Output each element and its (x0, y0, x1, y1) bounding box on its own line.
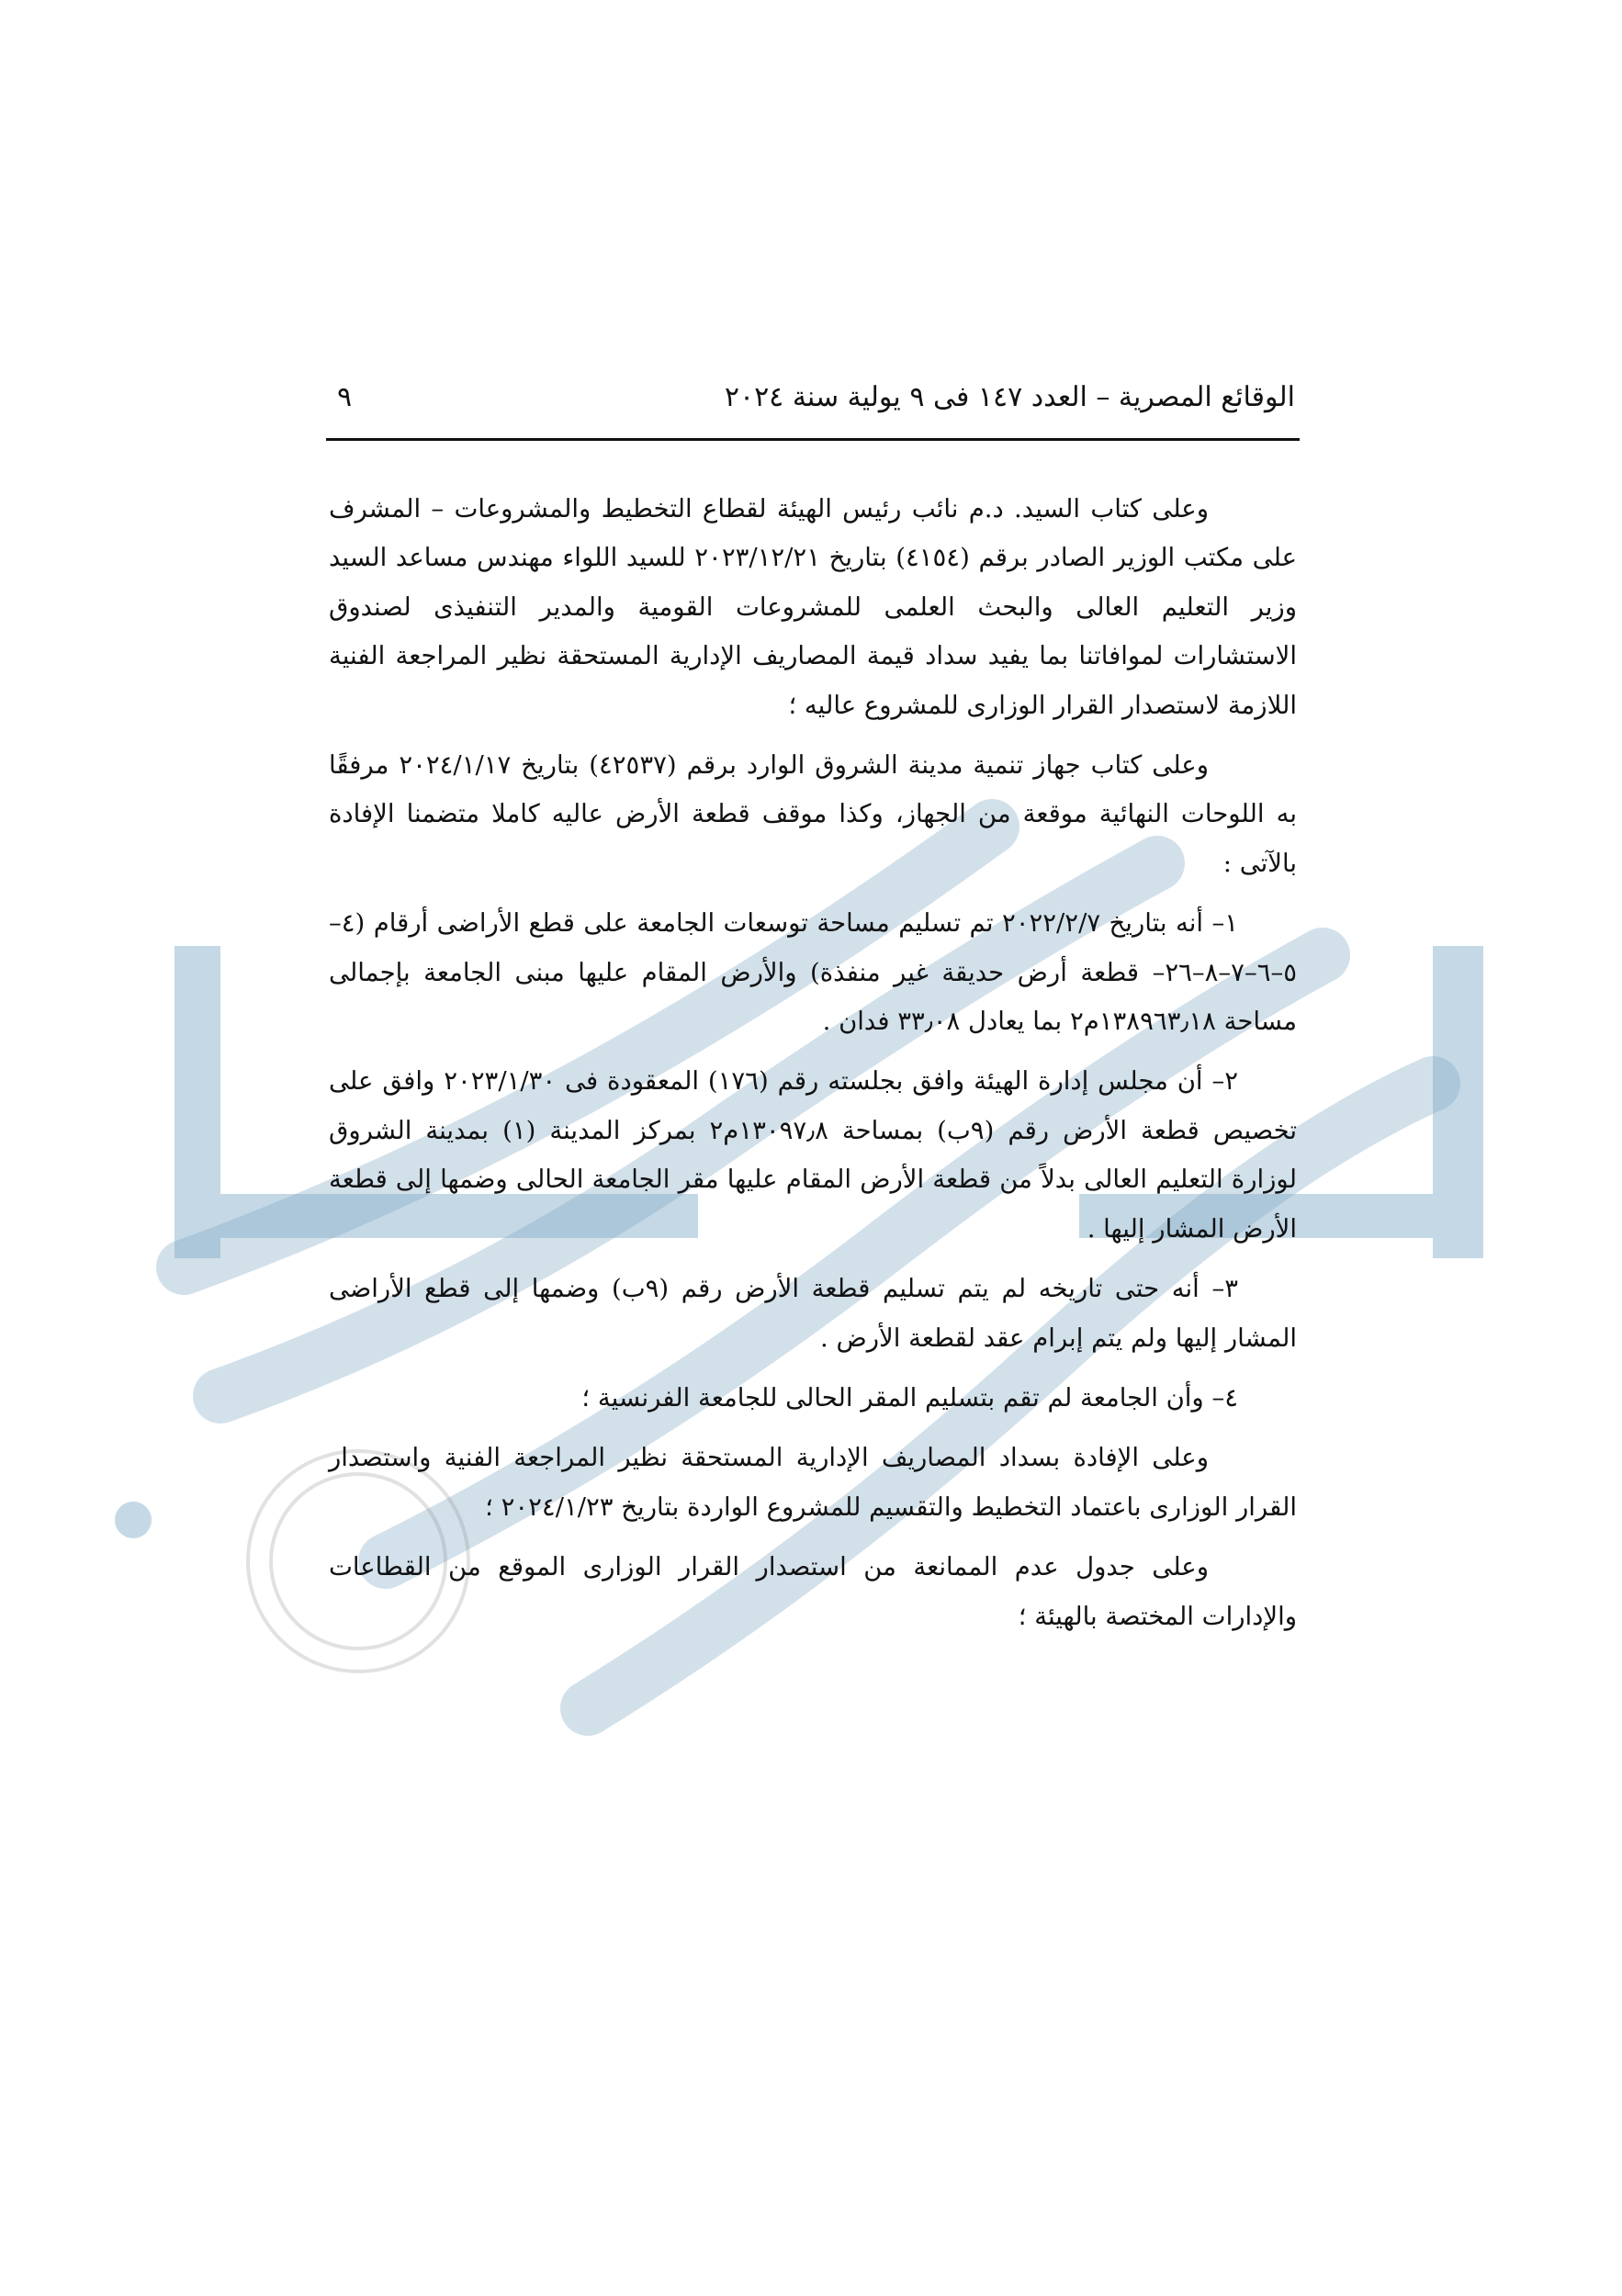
page-number: ٩ (336, 381, 353, 413)
list-item-3: ٣– أنه حتى تاريخه لم يتم تسليم قطعة الأرض رقم (٩ب) وضمها إلى قطع الأراضى المشار إليها ولم يتم إبرام عقد لقطعة الأرض . (329, 1274, 1297, 1353)
page-header (331, 375, 1295, 430)
document-body (329, 485, 1297, 1652)
watermark-dot (115, 1502, 152, 1538)
paragraph-no-objection-table: وعلى جدول عدم الممانعة من استصدار القرار الوزارى الموقع من القطاعات والإدارات المختصة بالهيئة ؛ (329, 1552, 1297, 1631)
watermark-bar (175, 946, 220, 1258)
watermark-bar (1433, 946, 1483, 1258)
list-item-4: ٤– وأن الجامعة لم تقم بتسليم المقر الحالى للجامعة الفرنسية ؛ (581, 1382, 1238, 1412)
paragraph-fees-payment: وعلى الإفادة بسداد المصاريف الإدارية المستحقة نظير المراجعة الفنية واستصدار القرار الوزارى باعتماد التخطيط والتقسيم للمشروع الواردة بتاريخ ٢٠٢٤/١/٢٣ ؛ (329, 1443, 1297, 1522)
header-rule (326, 438, 1300, 441)
paragraph-letter-shorouk-agency: وعلى كتاب جهاز تنمية مدينة الشروق الوارد برقم (٤٢٥٣٧) بتاريخ ٢٠٢٤/١/١٧ مرفقًا به اللوحات النهائية موقعة من الجهاز، وكذا موقف قطعة الأرض عاليه كاملا متضمنا الإفادة بالآتى : (329, 750, 1297, 878)
gazette-header-title: الوقائع المصرية – العدد ١٤٧ فى ٩ يولية سنة ٢٠٢٤ (724, 381, 1295, 413)
list-item-1: ١– أنه بتاريخ ٢٠٢٢/٢/٧ تم تسليم مساحة توسعات الجامعة على قطع الأراضى أرقام (٤–٥–٦–٧–٨–٢٦– قطعة أرض حديقة غير منفذة) والأرض المقام عليها مبنى الجامعة بإجمالى مساحة ١٣٨٩٦٣٫١٨م٢ بما يعادل ٣٣٫٠٨ فدان . (329, 908, 1297, 1037)
paragraph-letter-vice-president: وعلى كتاب السيد. د.م نائب رئيس الهيئة لقطاع التخطيط والمشروعات – المشرف على مكتب الوزير الصادر برقم (٤١٥٤) بتاريخ ٢٠٢٣/١٢/٢١ للسيد اللواء مهندس مساعد السيد وزير التعليم العالى والبحث العلمى للمشروعات القومية والمدير التنفيذى لصندوق الاستشارات لموافاتنا بما يفيد سداد قيمة المصاريف الإدارية المستحقة نظير المراجعة الفنية اللازمة لاستصدار القرار الوزارى للمشروع عاليه ؛ (329, 494, 1298, 720)
list-item-2: ٢– أن مجلس إدارة الهيئة وافق بجلسته رقم (١٧٦) المعقودة فى ٢٠٢٣/١/٣٠ وافق على تخصيص قطعة الأرض رقم (٩ب) بمساحة ١٣٠٩٧٫٨م٢ بمركز المدينة (١) بمدينة الشروق لوزارة التعليم العالى بدلاً من قطعة الأرض المقام عليها مقر الجامعة الحالى وضمها إلى قطعة الأرض المشار إليها . (329, 1066, 1297, 1244)
